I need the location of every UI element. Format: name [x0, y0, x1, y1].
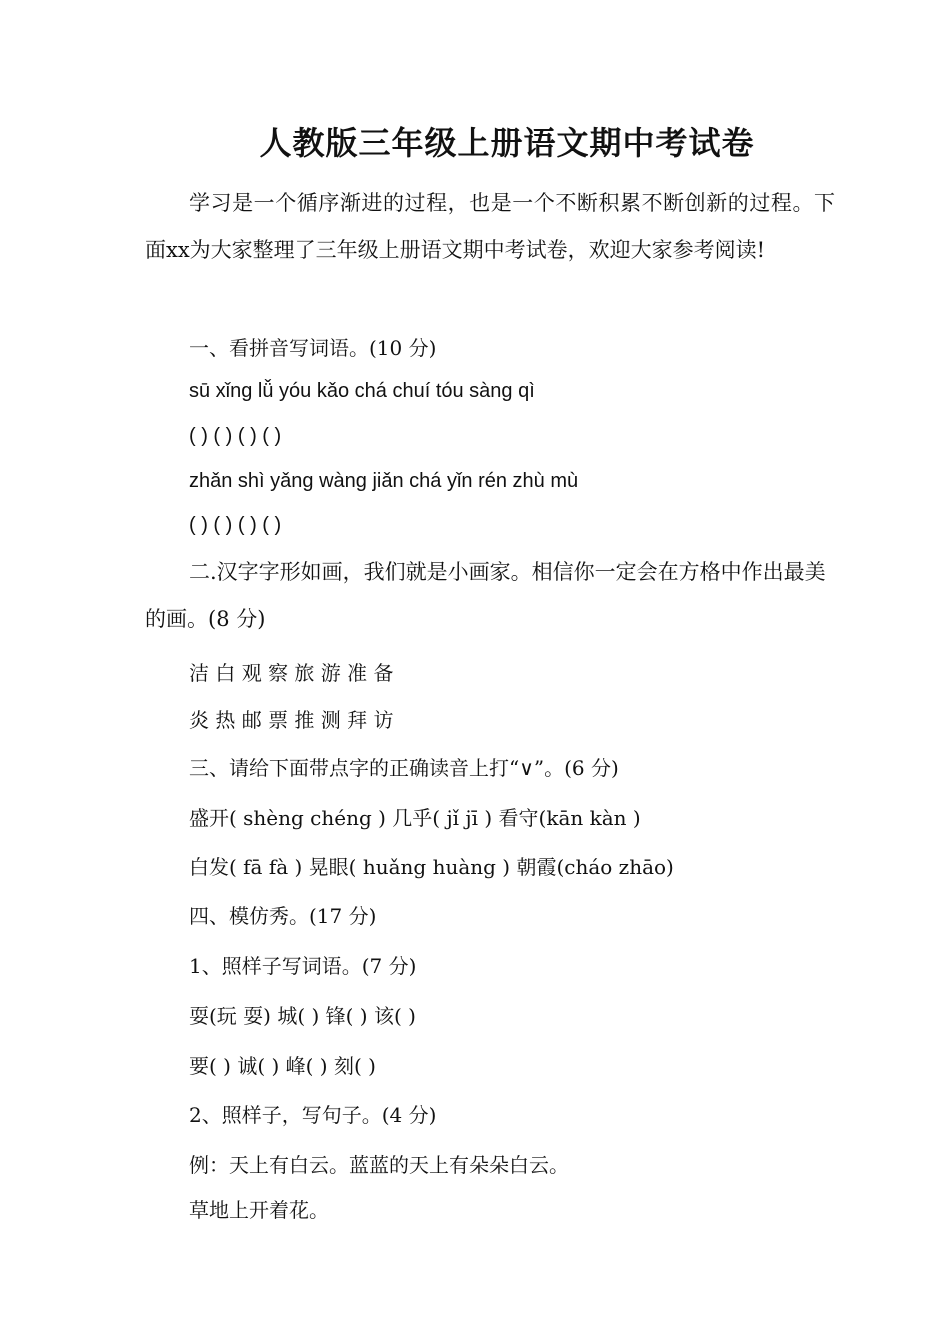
section1-heading: 一、看拼音写词语。(10 分): [189, 336, 437, 360]
document-title: 人教版三年级上册语文期中考试卷: [259, 124, 755, 162]
intro-paragraph: 学习是一个循序渐进的过程，也是一个不断积累不断创新的过程。下面xx为大家整理了三年级上册语文期中考试卷，欢迎大家参考阅读!: [145, 191, 835, 262]
section1-pinyin-row1: sū xǐng lǚ yóu kǎo chá chuí tóu sàng qì: [189, 380, 535, 402]
section1-blanks-row1: ( ) ( ) ( ) ( ): [189, 425, 282, 447]
section2-row2: 炎 热 邮 票 推 测 拜 访: [189, 708, 394, 732]
section2-heading: 二.汉字字形如画，我们就是小画家。相信你一定会在方格中作出最美的画。(8 分): [145, 560, 826, 631]
section4-sub1-row1: 耍(玩 耍) 城( ) 锋( ) 该( ): [189, 1004, 416, 1028]
section4-sub2-heading: 2、照样子，写句子。(4 分): [189, 1103, 437, 1127]
section4-sub2-example: 例：天上有白云。蓝蓝的天上有朵朵白云。: [189, 1153, 569, 1177]
section4-sub2-item: 草地上开着花。: [189, 1198, 329, 1222]
section3-row2: 白发( fā fà ) 晃眼( huǎng huàng ) 朝霞(cháo zhāo): [189, 855, 674, 879]
section2-row1: 洁 白 观 察 旅 游 准 备: [189, 661, 394, 685]
section1-blanks-row2: ( ) ( ) ( ) ( ): [189, 514, 282, 536]
section1-pinyin-row2: zhǎn shì yǎng wàng jiǎn chá yǐn rén zhù mù: [189, 470, 579, 492]
section4-sub1-heading: 1、照样子写词语。(7 分): [189, 954, 417, 978]
section4-sub1-row2: 要( ) 诚( ) 峰( ) 刻( ): [189, 1054, 376, 1078]
section4-heading: 四、模仿秀。(17 分): [189, 904, 377, 928]
section3-row1: 盛开( shèng chéng ) 几乎( jǐ jī ) 看守(kān kàn ): [189, 806, 641, 830]
section3-heading: 三、请给下面带点字的正确读音上打“∨”。(6 分): [189, 756, 619, 780]
